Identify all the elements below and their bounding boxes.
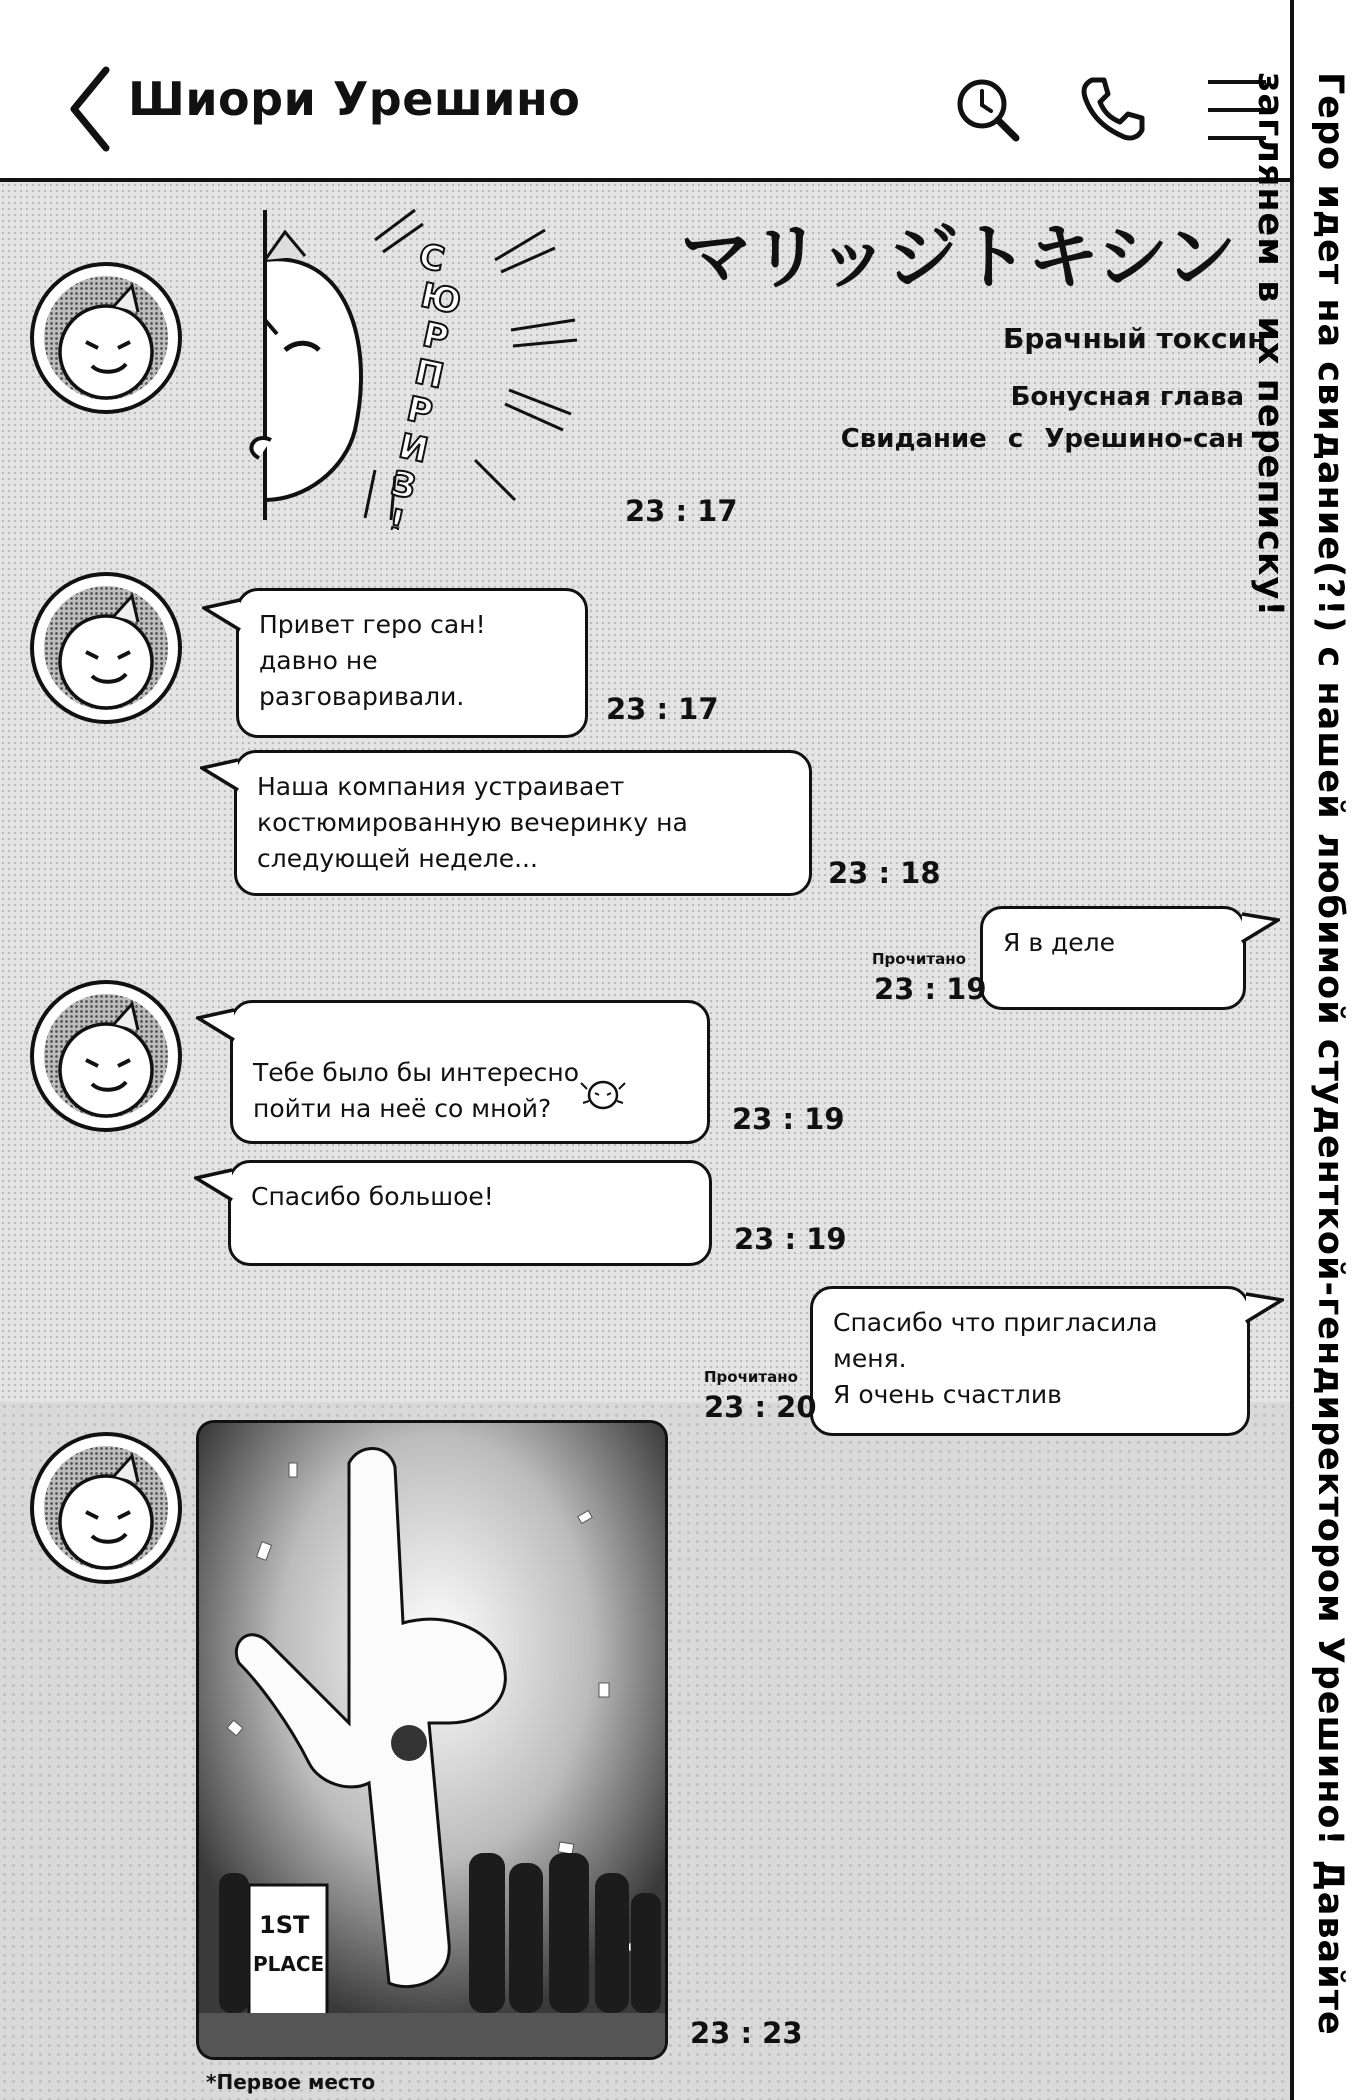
message-bubble-incoming[interactable]	[230, 1000, 710, 1144]
message-bubble-incoming[interactable]: Привет геро сан! давно не разговаривали.	[236, 588, 588, 738]
bonus-chapter-label: Бонусная глава	[1010, 382, 1244, 412]
avatar[interactable]	[30, 1432, 182, 1584]
sticker-time: 23 : 17	[625, 494, 738, 528]
avatar[interactable]	[30, 980, 182, 1132]
message-time: 23 : 20	[704, 1390, 817, 1424]
message-text: Тебе было бы интересно пойти на неё со мной?	[253, 1058, 580, 1123]
message-time: 23 : 19	[874, 972, 987, 1006]
costume-party-photo	[199, 1423, 668, 2060]
contact-name[interactable]: Шиори Урешино	[128, 72, 581, 126]
bubble-tail	[1244, 1290, 1284, 1330]
message-time: 23 : 18	[828, 856, 941, 890]
pumpkin-ghost-icon	[34, 1436, 186, 1588]
placard-line1: 1ST	[259, 1911, 310, 1939]
bubble-tail	[202, 596, 242, 636]
phone-icon[interactable]	[1078, 74, 1148, 144]
crying-emoji-icon	[575, 1073, 631, 1113]
surprise-sticker[interactable]	[225, 200, 615, 530]
logo-text: マリッジトキシン	[680, 215, 1235, 299]
chat-header	[0, 0, 1290, 182]
placard-line2: PLACE	[253, 1952, 325, 1976]
bubble-tail	[1240, 910, 1280, 950]
search-icon[interactable]	[952, 74, 1022, 144]
surprise-text: СЮРПРИЗ!	[384, 236, 465, 530]
avatar[interactable]	[30, 262, 182, 414]
read-receipt: Прочитано	[704, 1368, 798, 1386]
photo-message[interactable]	[196, 1420, 668, 2060]
photo-time: 23 : 23	[690, 2016, 803, 2050]
footnote: *Первое место	[206, 2070, 376, 2094]
read-receipt: Прочитано	[872, 950, 966, 968]
bubble-tail	[200, 756, 240, 796]
message-bubble-incoming[interactable]: Наша компания устраивает костюмированную вечеринку на следующей неделе...	[234, 750, 812, 896]
message-time: 23 : 17	[606, 692, 719, 726]
manga-logo	[680, 200, 1280, 320]
message-time: 23 : 19	[732, 1102, 845, 1136]
episode-title: Свидание с Урешино-сан	[840, 424, 1244, 454]
pumpkin-ghost-icon	[34, 984, 186, 1136]
manga-subtitle: Брачный токсин	[1003, 322, 1267, 355]
message-bubble-outgoing[interactable]: Я в деле	[980, 906, 1246, 1010]
pumpkin-ghost-icon	[34, 266, 186, 418]
back-arrow-icon[interactable]	[62, 64, 122, 154]
message-bubble-outgoing[interactable]: Спасибо что пригласила меня. Я очень счастлив	[810, 1286, 1250, 1436]
side-caption: Геро идет на свидание(?!) с нашей любимой студенткой-гендиректором Урешино! Давайте заглянем в их переписку!	[1250, 72, 1350, 2036]
message-bubble-incoming[interactable]: Спасибо большое!	[228, 1160, 712, 1266]
bubble-tail	[194, 1166, 234, 1206]
pumpkin-ghost-icon	[34, 576, 186, 728]
message-time: 23 : 19	[734, 1222, 847, 1256]
bubble-tail	[196, 1006, 236, 1046]
avatar[interactable]	[30, 572, 182, 724]
